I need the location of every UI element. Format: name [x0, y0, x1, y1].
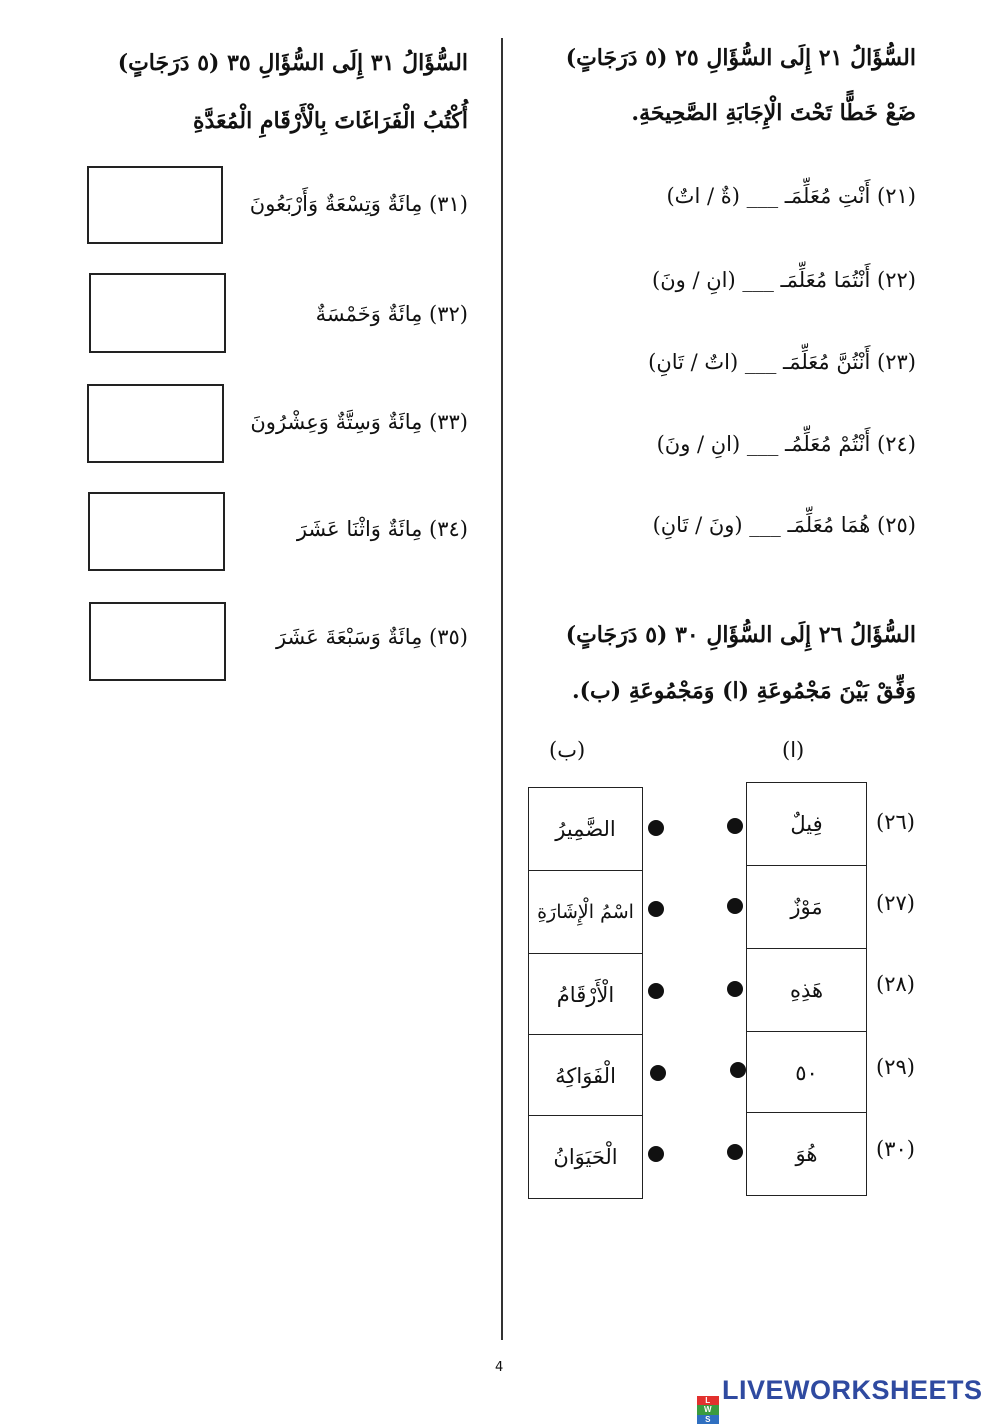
- column-divider: [501, 38, 503, 1340]
- badge-letter-w: W: [697, 1405, 719, 1414]
- answer-box-34[interactable]: [88, 492, 225, 571]
- question-23[interactable]: (٢٣) أَنْتُنَّ مُعَلِّمَـ ___ (اتٌ / تَانِ): [648, 350, 916, 374]
- question-25[interactable]: (٢٥) هُمَا مُعَلِّمَـ ___ (ونَ / تَانِ): [652, 513, 916, 537]
- page-number: 4: [495, 1360, 504, 1375]
- number-words-35: (٣٥) مِائَةٌ وَسَبْعَةَ عَشَرَ: [275, 625, 468, 649]
- match-dot-a-26[interactable]: [727, 818, 743, 834]
- number-words-34: (٣٤) مِائَةٌ وَاثْنَا عَشَرَ: [296, 517, 468, 541]
- group-b-item-5: الْحَيَوَانُ: [528, 1115, 643, 1199]
- group-b-item-1: الضَّمِيرُ: [528, 787, 643, 871]
- group-b-item-2: اسْمُ الْإِشَارَةِ: [528, 870, 643, 954]
- group-b-label: (ب): [549, 738, 586, 762]
- group-b-item-4: الْفَوَاكِهُ: [528, 1034, 643, 1118]
- answer-box-31[interactable]: [87, 166, 223, 244]
- row-number-30: (٣٠): [876, 1137, 915, 1161]
- section2-title: السُّؤَالُ ٢٦ إِلَى السُّؤَالِ ٣٠ (٥ دَرَجَاتٍ): [565, 622, 916, 648]
- group-a-item-29: ٥٠: [746, 1031, 867, 1115]
- question-21[interactable]: (٢١) أَنْتِ مُعَلِّمَـ ___ (ةٌ / اتٌ): [666, 184, 916, 208]
- group-a-item-26: فِيلٌ: [746, 782, 867, 866]
- match-dot-b-2[interactable]: [648, 901, 664, 917]
- group-a-item-27: مَوْزٌ: [746, 865, 867, 949]
- row-number-28: (٢٨): [876, 972, 915, 996]
- group-b-item-3: الْأَرْقَامُ: [528, 953, 643, 1037]
- brand-name: LIVEWORKSHEETS: [722, 1375, 983, 1405]
- number-words-32: (٣٢) مِائَةٌ وَخَمْسَةٌ: [315, 302, 468, 326]
- match-dot-a-29[interactable]: [730, 1062, 746, 1078]
- section2-instruction: وَفِّقْ بَيْنَ مَجْمُوعَةِ (ا) وَمَجْمُوعَةِ (ب).: [571, 678, 916, 704]
- match-dot-b-1[interactable]: [648, 820, 664, 836]
- section3-title: السُّؤَالُ ٣١ إِلَى السُّؤَالِ ٣٥ (٥ دَرَجَاتٍ): [117, 50, 468, 76]
- match-dot-b-4[interactable]: [650, 1065, 666, 1081]
- section3-instruction: أُكْتُبُ الْفَرَاغَاتَ بِالْأَرْقَامِ الْمُعَدَّةِ: [193, 108, 468, 134]
- liveworksheets-logo: [697, 1375, 983, 1424]
- match-dot-b-5[interactable]: [648, 1146, 664, 1162]
- match-dot-b-3[interactable]: [648, 983, 664, 999]
- answer-box-32[interactable]: [89, 273, 226, 353]
- section1-title: السُّؤَالُ ٢١ إِلَى السُّؤَالِ ٢٥ (٥ دَرَجَاتٍ): [565, 45, 916, 71]
- badge-letter-s: S: [697, 1415, 719, 1424]
- group-a-item-30: هُوَ: [746, 1112, 867, 1196]
- row-number-26: (٢٦): [876, 810, 915, 834]
- answer-box-33[interactable]: [87, 384, 224, 463]
- question-24[interactable]: (٢٤) أَنْتُمْ مُعَلِّمُـ ___ (انِ / ونَ): [656, 432, 916, 456]
- question-22[interactable]: (٢٢) أَنْتُمَا مُعَلِّمَـ ___ (انِ / ونَ): [652, 268, 916, 292]
- number-words-31: (٣١) مِائَةٌ وَتِسْعَةٌ وَأَرْبَعُونَ: [249, 192, 468, 216]
- match-dot-a-28[interactable]: [727, 981, 743, 997]
- badge-letter-l: L: [697, 1396, 719, 1405]
- number-words-33: (٣٣) مِائَةٌ وَسِتَّةٌ وَعِشْرُونَ: [250, 410, 468, 434]
- match-dot-a-30[interactable]: [727, 1144, 743, 1160]
- section1-instruction: ضَعْ خَطًّا تَحْتَ الْإِجَابَةِ الصَّحِيحَةِ.: [631, 100, 916, 126]
- match-dot-a-27[interactable]: [727, 898, 743, 914]
- answer-box-35[interactable]: [89, 602, 226, 681]
- group-a-item-28: هَذِهِ: [746, 948, 867, 1032]
- logo-badge: [697, 1396, 719, 1424]
- row-number-29: (٢٩): [876, 1055, 915, 1079]
- group-a-label: (ا): [782, 738, 805, 762]
- row-number-27: (٢٧): [876, 891, 915, 915]
